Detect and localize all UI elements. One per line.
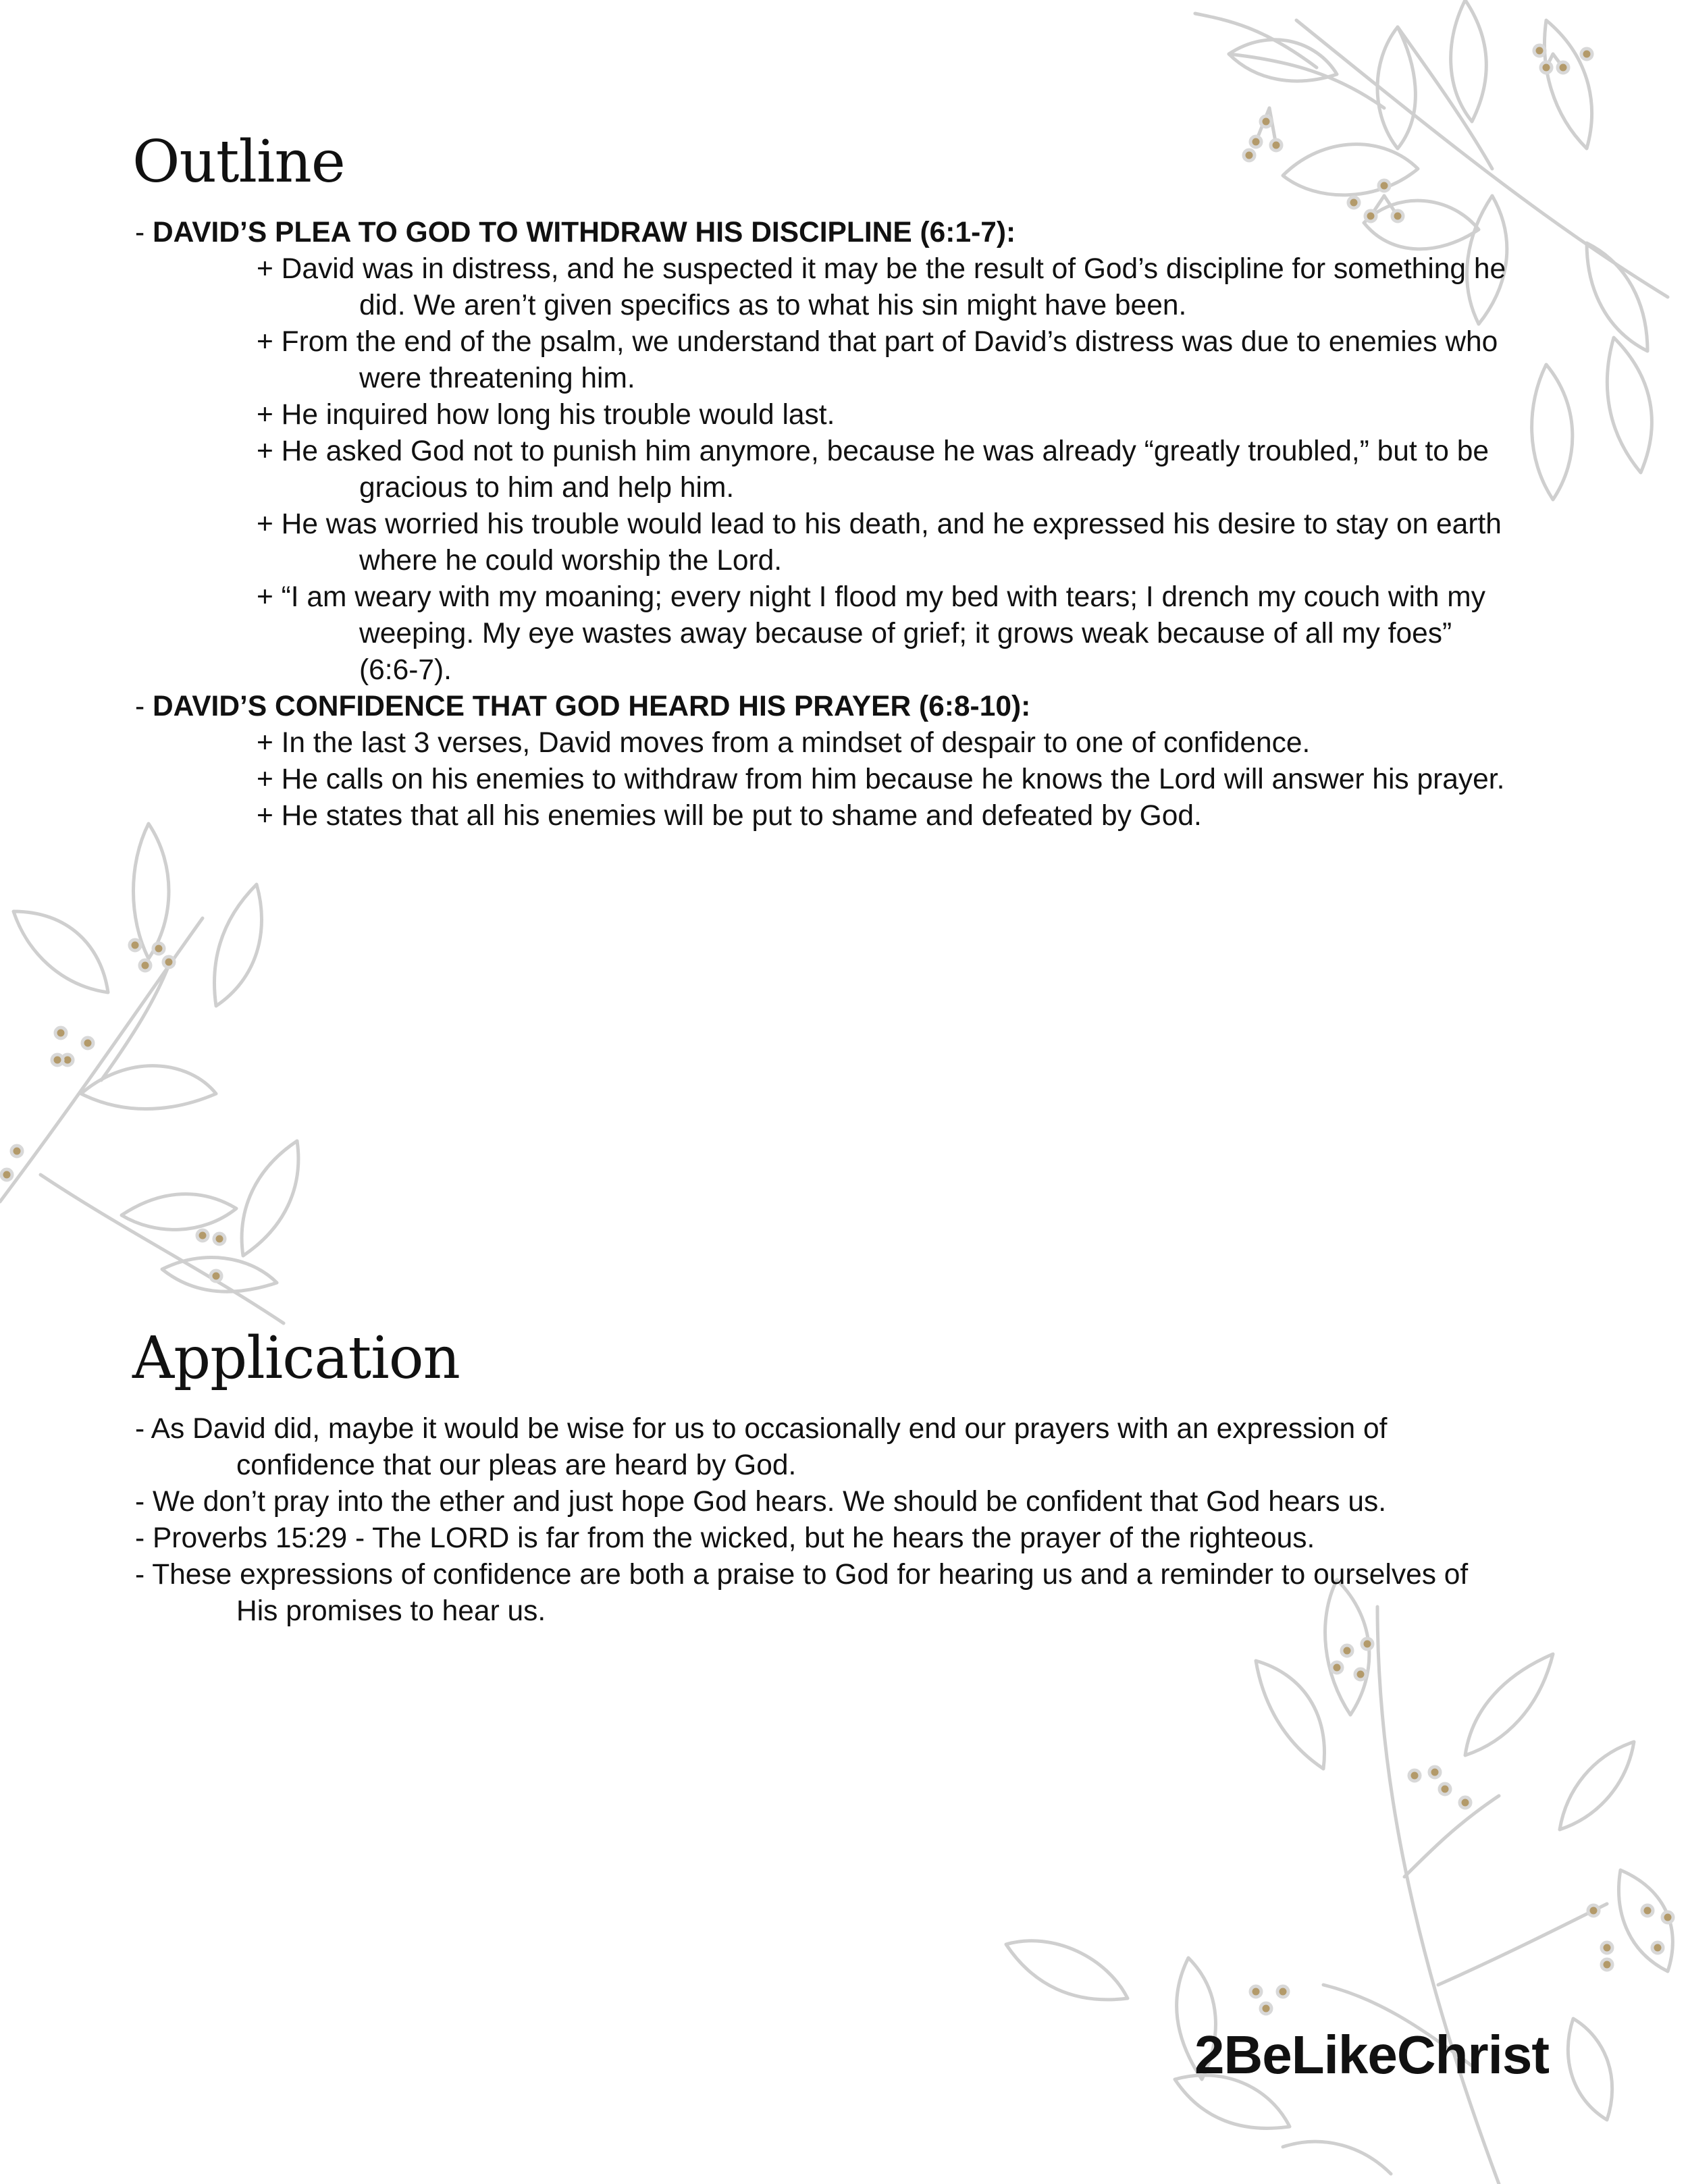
outline-section-heading: - DAVID’S CONFIDENCE THAT GOD HEARD HIS PRAYER (6:8-10): [135,691,1031,722]
outline-point: + He calls on his enemies to withdraw from him because he knows the Lord will answer his prayer. [257,764,1505,795]
leaf-branch-bottom-right-icon [999,1553,1688,2184]
application-item: - These expressions of confidence are both a praise to God for hearing us and a reminder to ourselves of His promises to hear us. [135,1559,1469,1627]
outline-point: + From the end of the psalm, we understand that part of David’s distress was due to enemies who were threatening him. [257,326,1498,394]
outline-heading: Outline [132,128,345,196]
application-item: - We don’t pray into the ether and just hope God hears. We should be confident that God hears us. [135,1486,1387,1518]
outline-point: + David was in distress, and he suspected it may be the result of God’s discipline for something he did. We aren’t given specifics as to what his sin might have been. [257,253,1506,321]
application-heading: Application [132,1325,460,1392]
section-title: DAVID’S CONFIDENCE THAT GOD HEARD HIS PRAYER (6:8-10): [152,691,1031,722]
application-item: - As David did, maybe it would be wise for us to occasionally end our prayers with an expression of confidence that our pleas are heard by God. [135,1413,1388,1481]
application-item: - Proverbs 15:29 - The LORD is far from the wicked, but he hears the prayer of the righteous. [135,1522,1315,1554]
outline-point: + “I am weary with my moaning; every night I flood my bed with tears; I drench my couch with my weeping. My eye wastes away because of grief; it grows weak because of all my foes” (6:6-7). [257,581,1485,686]
outline-point: + He states that all his enemies will be put to shame and defeated by God. [257,800,1202,832]
brand-logo-text: 2BeLikeChrist [1194,2025,1549,2085]
outline-point: + In the last 3 verses, David moves from a mindset of despair to one of confidence. [257,727,1311,759]
outline-point: + He was worried his trouble would lead to his death, and he expressed his desire to stay on earth where he could worship the Lord. [257,508,1502,577]
outline-list [135,215,1553,834]
leaf-branch-left-icon [0,810,351,1337]
application-list [135,1411,1553,1630]
outline-point: + He inquired how long his trouble would last. [257,399,835,431]
outline-section-heading: - DAVID’S PLEA TO GOD TO WITHDRAW HIS DISCIPLINE (6:1-7): [135,217,1016,248]
outline-point: + He asked God not to punish him anymore, because he was already “greatly troubled,” but to be gracious to him and help him. [257,435,1489,504]
section-title: DAVID’S PLEA TO GOD TO WITHDRAW HIS DISCIPLINE (6:1-7): [152,217,1016,248]
